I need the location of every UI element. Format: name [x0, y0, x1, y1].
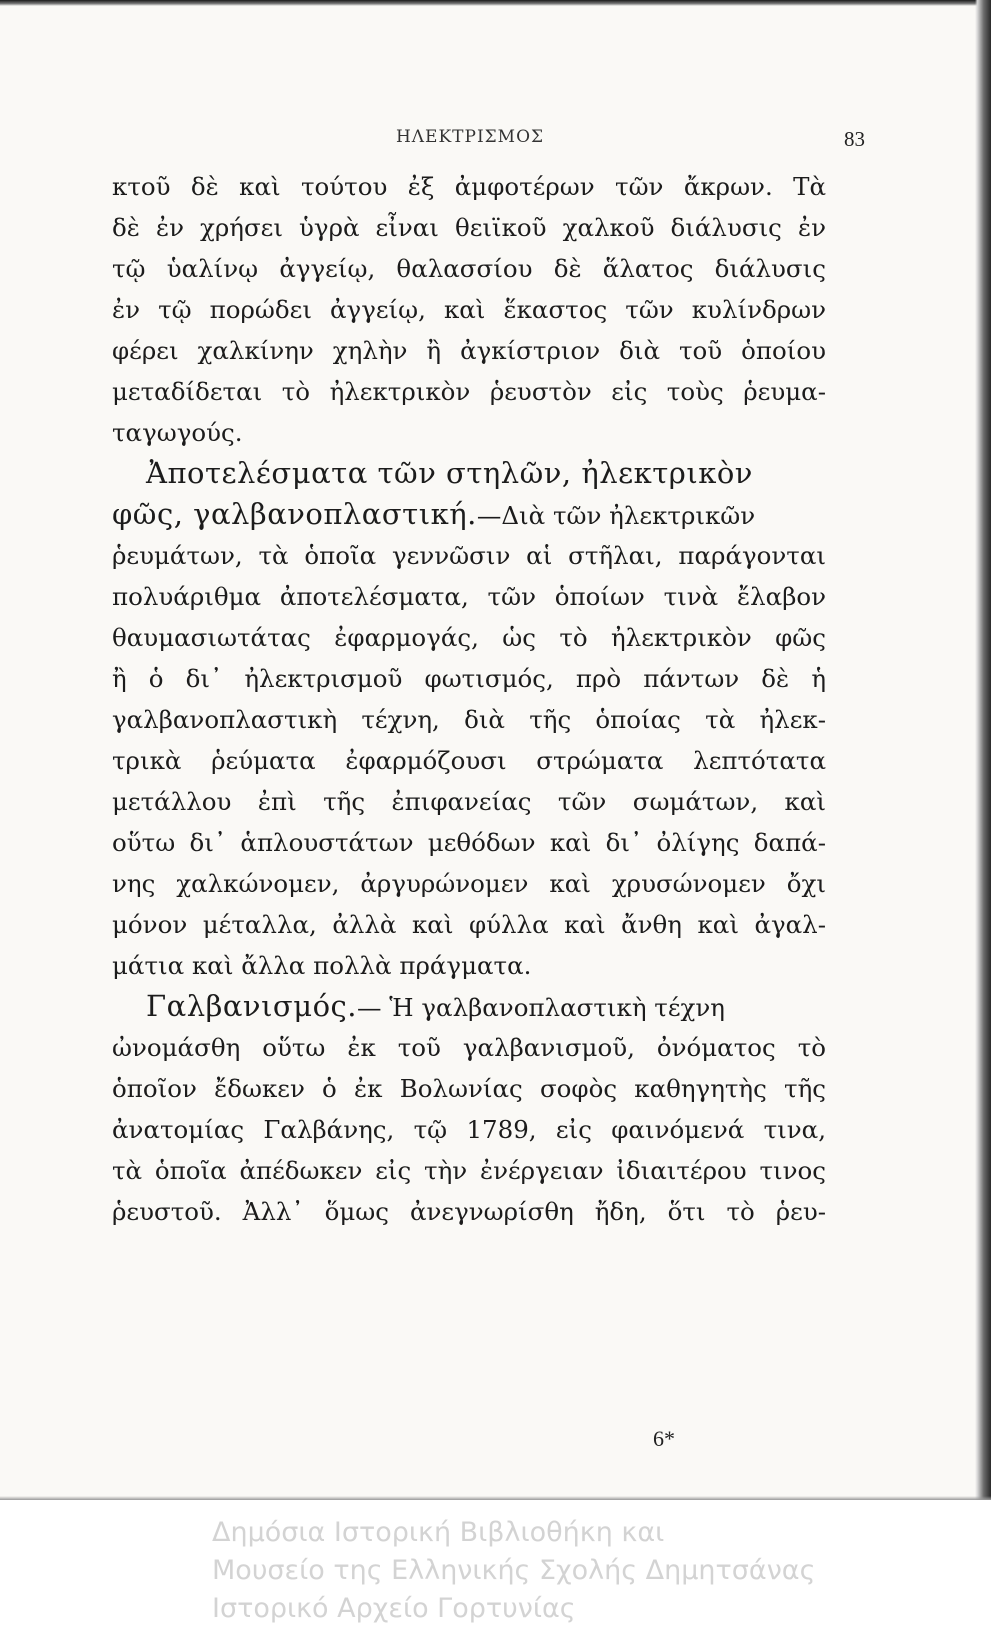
signature-mark: 6*: [653, 1426, 675, 1451]
text-line: [112, 412, 826, 453]
text-line: [112, 740, 826, 781]
text-line: [112, 781, 826, 822]
section-heading: φῶς, γαλβανοπλαστική.: [112, 497, 477, 531]
line-text: τῷ ὑαλίνῳ ἀγγείῳ, θαλασσίου δὲ ἅλατος διάλυσις: [112, 254, 826, 283]
text-line: [112, 1027, 826, 1068]
text-line: [112, 1068, 826, 1109]
text-line: [112, 535, 826, 576]
text-line: [112, 658, 826, 699]
line-text: κτοῦ δὲ καὶ τούτου ἐξ ἀμφοτέρων τῶν ἄκρων. Τὰ: [112, 172, 826, 201]
line-text: φέρει χαλκίνην χηλὴν ἢ ἀγκίστριον διὰ τοῦ ὁποίου: [112, 336, 826, 365]
text-line: [112, 371, 826, 412]
text-line: [112, 904, 826, 945]
section-heading-line: [112, 494, 826, 535]
watermark-line: Ιστορικό Αρχείο Γορτυνίας: [212, 1593, 576, 1624]
line-text: θαυμασιωτάτας ἐφαρμογάς, ὡς τὸ ἠλεκτρικὸν φῶς: [112, 623, 826, 652]
line-text: ἢ ὁ δι᾽ ἠλεκτρισμοῦ φωτισμός, πρὸ πάντων δὲ ἡ: [112, 664, 826, 693]
watermark-line: Δημόσια Ιστορική Βιβλιοθήκη και: [212, 1517, 665, 1548]
section-heading-line: [112, 986, 826, 1027]
line-text: ἐν τῷ πορώδει ἀγγείῳ, καὶ ἕκαστος τῶν κυλίνδρων: [112, 295, 826, 324]
text-line: [112, 248, 826, 289]
body-text: [112, 166, 826, 1232]
text-line: [112, 576, 826, 617]
line-text: γαλβανοπλαστικὴ τέχνη, διὰ τῆς ὁποίας τὰ ἠλεκ-: [112, 705, 826, 734]
library-watermark: [212, 1514, 972, 1628]
section-heading-line: [112, 453, 826, 494]
line-text: ὁποῖον ἔδωκεν ὁ ἐκ Βολωνίας σοφὸς καθηγητὴς τῆς: [112, 1074, 826, 1103]
text-line: [112, 289, 826, 330]
text-line: [112, 863, 826, 904]
text-line: [112, 1150, 826, 1191]
watermark-line: Μουσείο της Ελληνικής Σχολής Δημητσάνας: [212, 1555, 816, 1586]
line-text: πολυάριθμα ἀποτελέσματα, τῶν ὁποίων τινὰ ἔλαβον: [112, 582, 826, 611]
line-text: μετάλλου ἐπὶ τῆς ἐπιφανείας τῶν σωμάτων, καὶ: [112, 787, 826, 816]
line-text: τὰ ὁποῖα ἀπέδωκεν εἰς τὴν ἐνέργειαν ἰδιαιτέρου τινος: [112, 1156, 826, 1185]
line-text: — Ἡ γαλβανοπλαστικὴ τέχνη: [357, 993, 725, 1022]
line-text: ῥευμάτων, τὰ ὁποῖα γεννῶσιν αἱ στῆλαι, παράγονται: [112, 541, 826, 570]
line-text: οὕτω δι᾽ ἁπλουστάτων μεθόδων καὶ δι᾽ ὀλίγης δαπά-: [112, 828, 826, 857]
line-text: ταγωγούς.: [112, 418, 243, 447]
running-head: ΗΛΕΚΤΡΙΣΜΟΣ: [395, 127, 545, 147]
line-text: μάτια καὶ ἄλλα πολλὰ πράγματα.: [112, 951, 532, 980]
line-text: —Διὰ τῶν ἠλεκτρικῶν: [476, 501, 756, 530]
line-text: ῥευστοῦ. Ἀλλ᾽ ὅμως ἀνεγνωρίσθη ἤδη, ὅτι τὸ ῥευ-: [112, 1197, 826, 1226]
text-line: [112, 207, 826, 248]
text-line: [112, 330, 826, 371]
text-line: [112, 699, 826, 740]
text-line: [112, 1109, 826, 1150]
section-heading: Ἀποτελέσματα τῶν στηλῶν, ἠλεκτρικὸν: [146, 456, 753, 490]
page-number: 83: [844, 127, 865, 151]
line-text: μεταδίδεται τὸ ἠλεκτρικὸν ῥευστὸν εἰς τοὺς ῥευμα-: [112, 377, 826, 406]
section-heading: Γαλβανισμός.: [146, 989, 357, 1023]
page-right-shadow: [975, 0, 991, 1500]
line-text: ἀνατομίας Γαλβάνης, τῷ 1789, εἰς φαινόμενά τινα,: [112, 1115, 826, 1144]
text-line: [112, 617, 826, 658]
text-line: [112, 1191, 826, 1232]
page-top-shadow: [0, 0, 991, 6]
line-text: δὲ ἐν χρήσει ὑγρὰ εἶναι θειϊκοῦ χαλκοῦ διάλυσις ἐν: [112, 213, 826, 242]
text-line: [112, 822, 826, 863]
text-line: [112, 166, 826, 207]
line-text: τρικὰ ῥεύματα ἐφαρμόζουσι στρώματα λεπτότατα: [112, 746, 826, 775]
line-text: νης χαλκώνομεν, ἀργυρώνομεν καὶ χρυσώνομεν ὄχι: [112, 869, 826, 898]
page-bottom-shadow: [0, 1496, 991, 1500]
text-line: [112, 945, 826, 986]
line-text: ὠνομάσθη οὕτω ἐκ τοῦ γαλβανισμοῦ, ὀνόματος τὸ: [112, 1033, 826, 1062]
line-text: μόνον μέταλλα, ἀλλὰ καὶ φύλλα καὶ ἄνθη καὶ ἀγαλ-: [112, 910, 826, 939]
